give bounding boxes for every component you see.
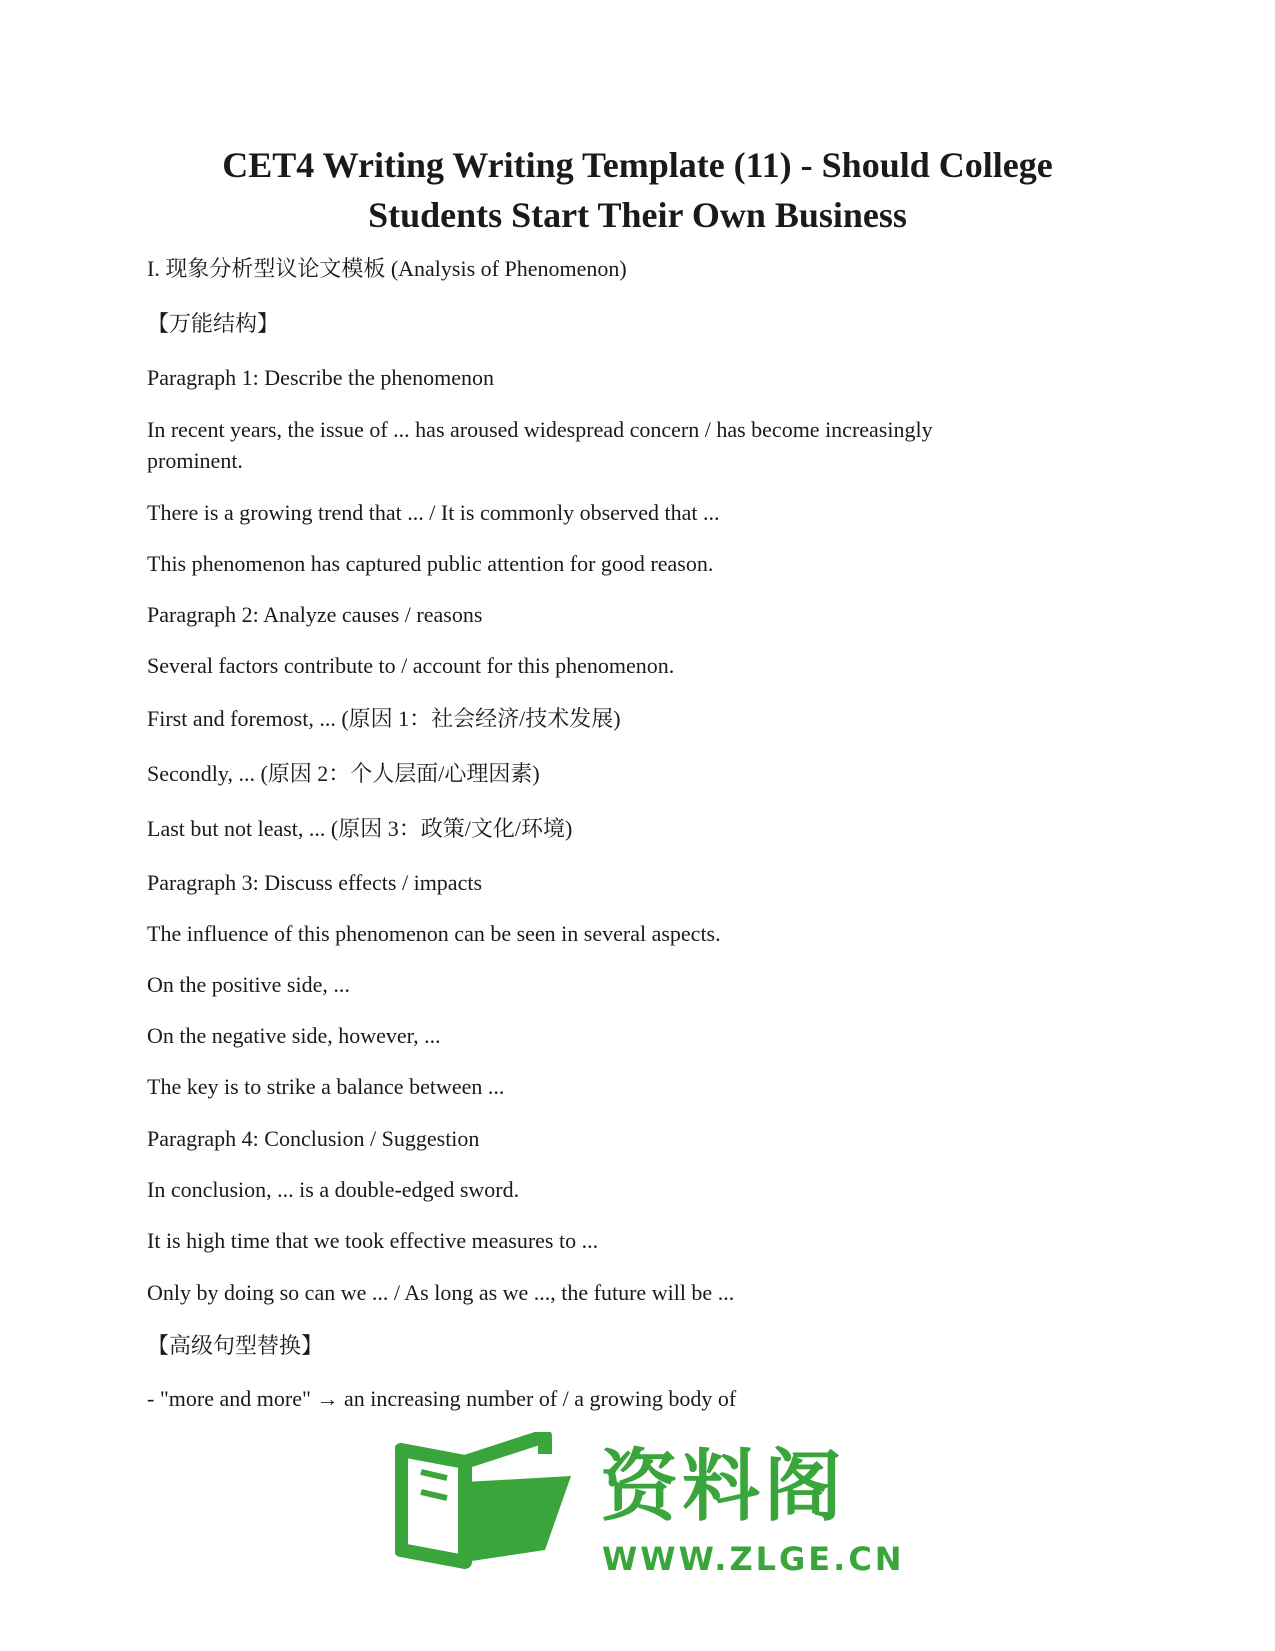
template-line: First and foremost, ... (原因 1：社会经济/技术发展) (147, 706, 621, 731)
paragraph-4-heading: Paragraph 4: Conclusion / Suggestion (147, 1126, 480, 1151)
template-line: The influence of this phenomenon can be seen in several aspects. (147, 921, 721, 946)
structure-heading: 【万能结构】 (147, 311, 280, 336)
template-line: It is high time that we took effective measures to ... (147, 1228, 599, 1253)
paragraph-3-heading: Paragraph 3: Discuss effects / impacts (147, 870, 483, 895)
template-line: On the positive side, ... (147, 972, 350, 997)
template-line: On the negative side, however, ... (147, 1023, 441, 1048)
template-line: Secondly, ... (原因 2：个人层面/心理因素) (147, 761, 540, 786)
replacement-line: - "more and more" → an increasing number of / a growing body of (147, 1386, 737, 1411)
template-line: Several factors contribute to / account for this phenomenon. (147, 653, 675, 678)
template-line: prominent. (147, 448, 243, 473)
watermark-brand: 资料阁 (600, 1442, 847, 1532)
template-line: Last but not least, ... (原因 3：政策/文化/环境) (147, 816, 573, 841)
title-line-2: Students Start Their Own Business (368, 195, 907, 235)
section-heading: I. 现象分析型议论文模板 (Analysis of Phenomenon) (147, 256, 627, 281)
watermark-url: WWW.ZLGE.CN (602, 1540, 905, 1578)
template-line: Only by doing so can we ... / As long as we ..., the future will be ... (147, 1280, 735, 1305)
paragraph-1-heading: Paragraph 1: Describe the phenomenon (147, 365, 494, 390)
paragraph-2-heading: Paragraph 2: Analyze causes / reasons (147, 602, 483, 627)
template-line: This phenomenon has captured public attention for good reason. (147, 551, 714, 576)
template-line: In conclusion, ... is a double-edged sword. (147, 1177, 520, 1202)
advanced-patterns-heading: 【高级句型替换】 (147, 1333, 324, 1358)
title-line-1: CET4 Writing Writing Template (11) - Should College (222, 145, 1053, 185)
template-line: There is a growing trend that ... / It is commonly observed that ... (147, 500, 720, 525)
template-line: The key is to strike a balance between ... (147, 1074, 505, 1099)
document-title (120, 140, 1155, 240)
open-book-logo-icon (395, 1432, 595, 1572)
template-line: In recent years, the issue of ... has aroused widespread concern / has become increasingly (147, 417, 933, 442)
watermark (395, 1440, 905, 1640)
